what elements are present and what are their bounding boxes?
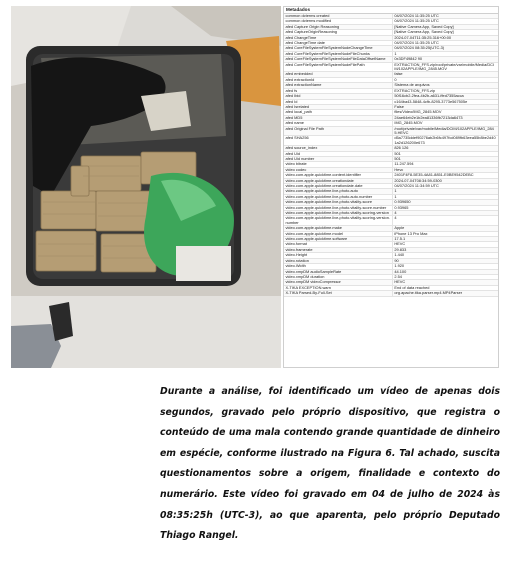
metadata-value: HEVC: [392, 242, 498, 247]
metadata-key: video.Height: [284, 253, 392, 258]
metadata-value: 11.247.594: [392, 162, 498, 167]
metadata-row: [284, 126, 498, 136]
metadata-key: video.com.apple.quicktime.make: [284, 226, 392, 231]
metadata-key: video.com.apple.quicktime.software: [284, 237, 392, 242]
metadata-value: IMG_2845.MOV: [392, 121, 498, 126]
metadata-value: iPhone 13 Pro Max: [392, 231, 498, 236]
metadata-panel-title: Metadados: [284, 7, 498, 14]
metadata-key: afed fs: [284, 88, 392, 93]
metadata-key: video.framerate: [284, 247, 392, 252]
metadata-value: 2.54: [392, 274, 498, 279]
metadata-value: 50f16cb2-2fea-4b2b-a631-ffed7355acca: [392, 94, 498, 99]
metadata-value: 2401F4F8-5E35-4A81-8851-E0BE9542DEBC: [392, 173, 498, 178]
metadata-value: 0x3DF49842 90: [392, 57, 498, 62]
metadata-value: End of data reached: [392, 285, 498, 290]
photo-illustration: [11, 6, 281, 368]
metadata-value: 4: [392, 216, 498, 226]
metadata-value: False: [392, 104, 498, 109]
metadata-value: 44.100: [392, 269, 498, 274]
metadata-value: c164ba43-5848-4cfb-8295-3773e567505e: [392, 99, 498, 104]
metadata-value: 1.920: [392, 264, 498, 269]
metadata-row: [284, 62, 498, 72]
metadata-value: EXTRACTION_FFS.zip: [392, 88, 498, 93]
metadata-key: video codec: [284, 167, 392, 172]
metadata-key: video.xmpDM duration: [284, 274, 392, 279]
metadata-key: afed MD5: [284, 115, 392, 120]
metadata-value: /root/private/var/mobile/Media/DCIM/102APPLE/IMG_2845.HEVC: [392, 126, 498, 136]
metadata-value: 04/07/2024 11:35:25 UTC: [392, 41, 498, 46]
metadata-key: afed Uid: [284, 151, 392, 156]
metadata-value: 0: [392, 77, 498, 82]
metadata-row: [284, 216, 498, 226]
metadata-value: [Native Camera App, Saved Copy]: [392, 24, 498, 29]
metadata-key: video.com.apple.quicktime.live-photo.auto.number: [284, 194, 392, 199]
metadata-row: [284, 291, 498, 296]
metadata-row: [284, 136, 498, 146]
metadata-key: afed CoreFileSystemFileSystemNodeFilePath: [284, 62, 392, 72]
metadata-value: 2024-07-04T11:35:25.316+00:00: [392, 35, 498, 40]
metadata-key: common dcterms created: [284, 14, 392, 19]
metadata-value: org.apache.tika.parser.mp4.MP4Parser: [392, 291, 498, 296]
metadata-key: video bitrate: [284, 162, 392, 167]
metadata-key: afed ChangeTime date: [284, 41, 392, 46]
metadata-value: 0.939650: [392, 200, 498, 205]
metadata-value: 04/07/2024 11:35:25 UTC: [392, 14, 498, 19]
metadata-key: video.com.apple.quicktime.live-photo.vitality-score.number: [284, 205, 392, 210]
metadata-value: 1: [392, 189, 498, 194]
metadata-value: 04/07/2024 08:35:25(UTC-3): [392, 46, 498, 51]
metadata-key: video.Width: [284, 264, 392, 269]
metadata-key: afed Id: [284, 99, 392, 104]
metadata-value: 1: [392, 194, 498, 199]
metadata-key: video.com.apple.quicktime.creationdate: [284, 178, 392, 183]
metadata-key: video.com.apple.quicktime.content.identifier: [284, 173, 392, 178]
metadata-value: 0.93965: [392, 205, 498, 210]
metadata-key: video.com.apple.quicktime.live-photo.vitality-scoring-version: [284, 211, 392, 216]
metadata-key: afed CaptureOriginReasoning: [284, 30, 392, 35]
metadata-value: EXTRACTION_FFS.zip/root/private/var/mobile/Media/DCIM/102APPLE/IMG_2845.MOV: [392, 62, 498, 72]
metadata-key: afed Capture Origin Reasoning: [284, 24, 392, 29]
metadata-key: afed extractionId: [284, 77, 392, 82]
metadata-value: 24ae64eb2e1b2ea81336fb7213da6473: [392, 115, 498, 120]
metadata-value: 826 126: [392, 146, 498, 151]
metadata-value: Sistema de arquivos: [392, 83, 498, 88]
metadata-value: 4: [392, 211, 498, 216]
metadata-key: video.xmpDM audioSampleRate: [284, 269, 392, 274]
metadata-key: afed source_index: [284, 146, 392, 151]
metadata-key: video.com.apple.quicktime.live-photo.auto: [284, 189, 392, 194]
metadata-value: [Native Camera App, Saved Copy]: [392, 30, 498, 35]
metadata-value: Hevc: [392, 167, 498, 172]
metadata-value: Apple: [392, 226, 498, 231]
metadata-value: 17.5.1: [392, 237, 498, 242]
metadata-key: afed extractionName: [284, 83, 392, 88]
metadata-value: false: [392, 72, 498, 77]
metadata-key: afed Original File Path: [284, 126, 392, 136]
metadata-key: afed local_path: [284, 110, 392, 115]
suitcase-money-photo: [11, 6, 281, 368]
metadata-key: afed ChangeTime: [284, 35, 392, 40]
metadata-key: afed embedded: [284, 72, 392, 77]
metadata-key: video.com.apple.quicktime.creationdate.date: [284, 184, 392, 189]
metadata-value: 29.833: [392, 247, 498, 252]
metadata-key: afed name: [284, 121, 392, 126]
metadata-value: 1.440: [392, 253, 498, 258]
metadata-key: afed SHA256: [284, 136, 392, 146]
metadata-key: video.rotation: [284, 258, 392, 263]
metadata-key: video.com.apple.quicktime.model: [284, 231, 392, 236]
metadata-value: 2024-07-04T08:34:59-0300: [392, 178, 498, 183]
metadata-key: afed Isrelated: [284, 104, 392, 109]
body-paragraph: Durante a análise, foi identificado um vídeo de apenas dois segundos, gravado pelo próprio dispositivo, que registra o conteúdo de uma mala contendo grande quantidade de dinheiro em espécie, conforme ilustrado na Figura 6. Tal achado, suscita questionamentos sobre a origem, finalidade e contexto do numerário. Este vídeo foi gravado em 04 de julho de 2024 às 08:35:25h (UTC-3), ao que aparenta, pelo próprio Deputado Thiago Rangel.: [160, 386, 500, 542]
metadata-value: d5a7735ddef90276ab2b6fc497fcd089fb63eea55b8be2d401a2d126200e673: [392, 136, 498, 146]
metadata-value: 501: [392, 151, 498, 156]
metadata-key: afed Uid number: [284, 156, 392, 161]
metadata-key: X-TIKA EXCEPTION.warn: [284, 285, 392, 290]
metadata-value: 04/07/2024 11:34:59 UTC: [392, 184, 498, 189]
metadata-value: 1: [392, 51, 498, 56]
metadata-key: video.format: [284, 242, 392, 247]
metadata-key: afed CoreFileSystemFileSystemNodeFileDataOffsetName: [284, 57, 392, 62]
metadata-value: files/Video/IMG_2845.MOV: [392, 110, 498, 115]
metadata-key: afed CoreFileSystemFileSystemNodeChangeTime: [284, 46, 392, 51]
metadata-value: 90: [392, 258, 498, 263]
metadata-key: X-TIKA Parsed-By-Full-Set: [284, 291, 392, 296]
metadata-key: video.xmpDM videoCompressor: [284, 280, 392, 285]
metadata-value: 04/07/2024 11:35:25 UTC: [392, 19, 498, 24]
metadata-panel: [283, 6, 499, 368]
metadata-key: common dcterms modified: [284, 19, 392, 24]
metadata-key: afed Ibid: [284, 94, 392, 99]
metadata-key: video.com.apple.quicktime.live-photo.vitality-scoring-version.number: [284, 216, 392, 226]
metadata-table: [284, 14, 498, 297]
metadata-key: afed CoreFileSystemFileSystemNodeFileChunks: [284, 51, 392, 56]
metadata-value: HEVC: [392, 280, 498, 285]
metadata-value: 501: [392, 156, 498, 161]
metadata-key: video.com.apple.quicktime.live-photo.vitality-score: [284, 200, 392, 205]
